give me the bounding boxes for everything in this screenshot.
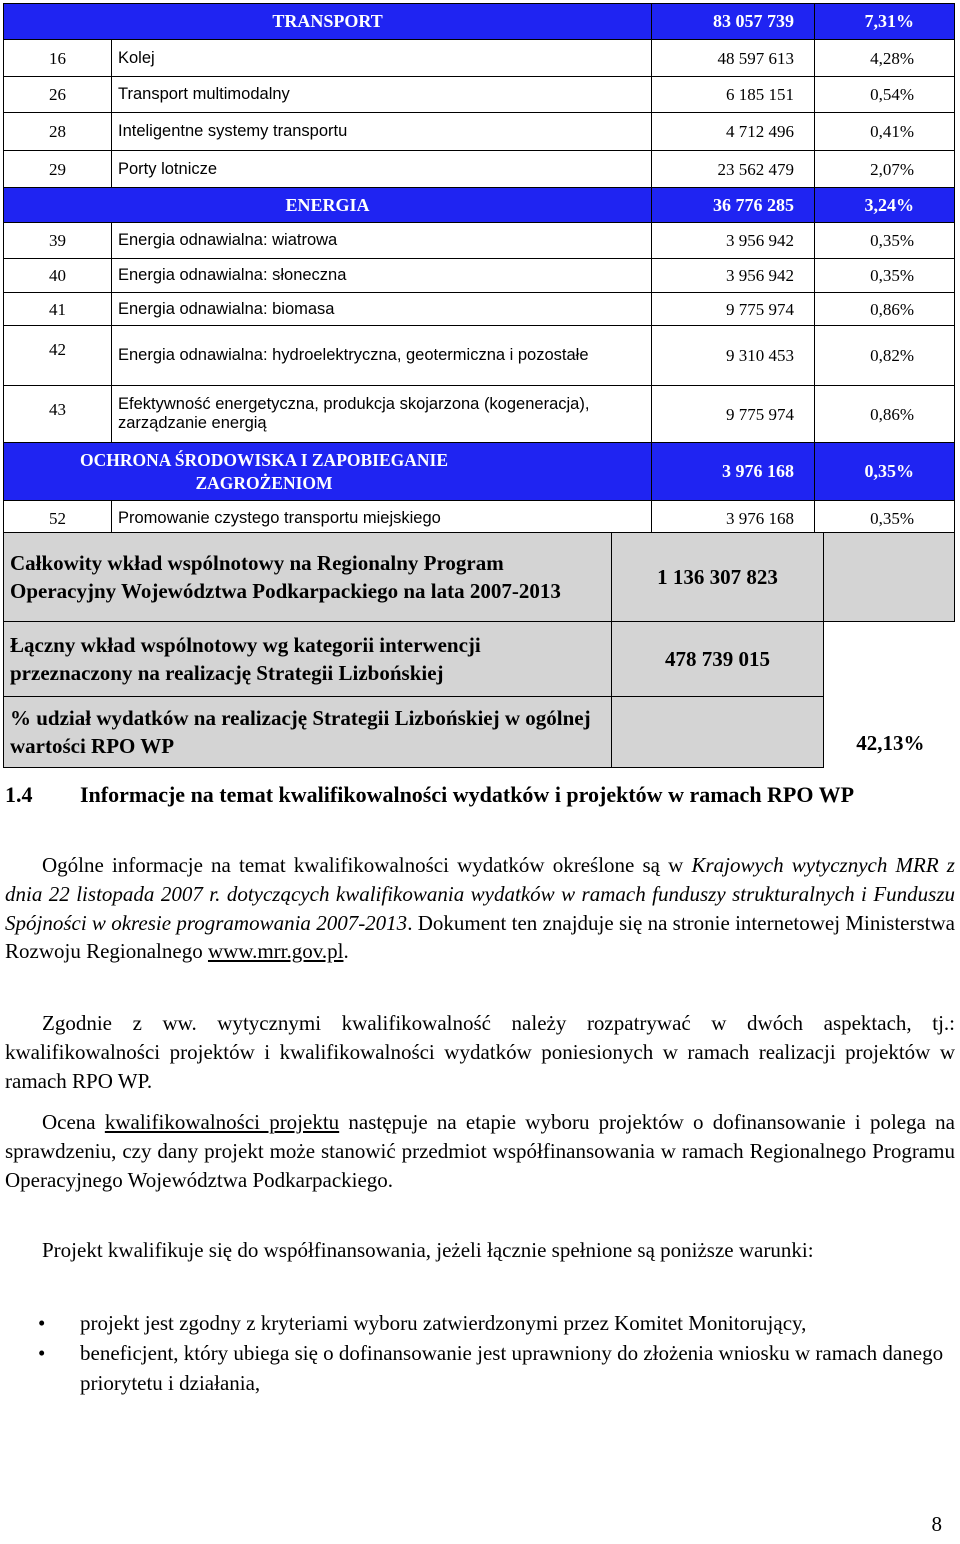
summary-table bbox=[3, 532, 955, 768]
row-code: 28 bbox=[4, 113, 112, 151]
row-name: Porty lotnicze bbox=[112, 151, 652, 188]
energia-pct: 3,24% bbox=[815, 188, 955, 223]
row-amount: 4 712 496 bbox=[652, 113, 815, 151]
table-row bbox=[4, 223, 955, 259]
row-amount: 23 562 479 bbox=[652, 151, 815, 188]
table-row bbox=[4, 77, 955, 113]
table-row bbox=[4, 501, 955, 536]
lisbon-label: Łączny wkład wspólnotowy wg kategorii interwencji przeznaczony na realizację Strategii Lizbońskiej bbox=[4, 622, 612, 697]
table-row bbox=[4, 113, 955, 151]
row-amount: 48 597 613 bbox=[652, 40, 815, 77]
row-amount: 3 956 942 bbox=[652, 259, 815, 293]
row-pct: 0,35% bbox=[815, 501, 955, 536]
row-code: 41 bbox=[4, 293, 112, 326]
table-row bbox=[4, 259, 955, 293]
row-code: 26 bbox=[4, 77, 112, 113]
ochrona-header-row bbox=[4, 443, 955, 501]
intervention-categories-table bbox=[3, 3, 955, 536]
summary-row-share bbox=[4, 697, 955, 768]
p3-text-2: następuje na etapie wyboru projektów o dofinansowanie i polega na sprawdzeniu, czy dany projekt może stanowić przedmiot współfinansowania w ramach Regionalnego Programu Operacyjnego Województwa Podkarpackiego. bbox=[5, 1110, 955, 1192]
transport-header-row bbox=[4, 4, 955, 40]
empty-cell bbox=[612, 697, 824, 768]
empty-cell bbox=[824, 533, 955, 622]
row-amount: 9 775 974 bbox=[652, 293, 815, 326]
row-name: Transport multimodalny bbox=[112, 77, 652, 113]
row-pct: 0,41% bbox=[815, 113, 955, 151]
p3-underlined: kwalifikowalności projektu bbox=[104, 1110, 340, 1134]
table-row bbox=[4, 293, 955, 326]
paragraph-general-info bbox=[5, 851, 955, 966]
p1-text-2: . Dokument ten znajduje się na stronie internetowej Ministerstwa Rozwoju Regionalnego bbox=[5, 910, 955, 964]
row-pct: 0,86% bbox=[815, 293, 955, 326]
row-pct: 0,82% bbox=[815, 326, 955, 386]
section-title: Informacje na temat kwalifikowalności wydatków i projektów w ramach RPO WP bbox=[80, 782, 855, 807]
summary-row-total bbox=[4, 533, 955, 622]
row-code: 43 bbox=[4, 386, 112, 443]
row-pct: 2,07% bbox=[815, 151, 955, 188]
row-amount: 3 956 942 bbox=[652, 223, 815, 259]
row-amount: 6 185 151 bbox=[652, 77, 815, 113]
row-code: 52 bbox=[4, 501, 112, 536]
p1-text: Ogólne informacje na temat kwalifikowalności wydatków określone są w bbox=[42, 853, 692, 877]
table-row bbox=[4, 151, 955, 188]
paragraph-aspects bbox=[5, 1009, 955, 1095]
p3-text: Ocena bbox=[42, 1110, 105, 1134]
section-heading bbox=[5, 780, 955, 809]
row-code: 40 bbox=[4, 259, 112, 293]
list-item-text: projekt jest zgodny z kryteriami wyboru zatwierdzonymi przez Komitet Monitorujący, bbox=[80, 1311, 807, 1335]
transport-amount: 83 057 739 bbox=[652, 4, 815, 40]
transport-title: TRANSPORT bbox=[4, 4, 652, 40]
table-row bbox=[4, 40, 955, 77]
share-label: % udział wydatków na realizację Strategii Lizbońskiej w ogólnej wartości RPO WP bbox=[4, 697, 612, 768]
paragraph-project-eligibility bbox=[5, 1108, 955, 1194]
row-pct: 0,54% bbox=[815, 77, 955, 113]
total-label: Całkowity wkład wspólnotowy na Regionalny Program Operacyjny Województwa Podkarpackiego na lata 2007-2013 bbox=[4, 533, 612, 622]
ochrona-title: OCHRONA ŚRODOWISKA I ZAPOBIEGANIE ZAGROŻENIOM bbox=[79, 449, 449, 493]
row-code: 16 bbox=[4, 40, 112, 77]
row-code: 29 bbox=[4, 151, 112, 188]
row-name: Energia odnawialna: wiatrowa bbox=[112, 223, 652, 259]
guidelines-title: Krajowych wytycznych MRR z dnia 22 listopada 2007 r. dotyczących kwalifikowania wydatków w ramach funduszy strukturalnych i Funduszu Spójności w okresie programowania 2007-2013 bbox=[5, 853, 955, 935]
row-name: Energia odnawialna: hydroelektryczna, geotermiczna i pozostałe bbox=[112, 326, 652, 386]
table-row bbox=[4, 386, 955, 443]
row-name: Efektywność energetyczna, produkcja skojarzona (kogeneracja), zarządzanie energią bbox=[112, 386, 652, 443]
paragraph-conditions bbox=[5, 1236, 955, 1265]
page-number: 8 bbox=[931, 1512, 942, 1536]
section-number: 1.4 bbox=[5, 782, 33, 807]
row-code: 39 bbox=[4, 223, 112, 259]
p4-text: Projekt kwalifikuje się do współfinansowania, jeżeli łącznie spełnione są poniższe warunki: bbox=[42, 1238, 814, 1262]
energia-title: ENERGIA bbox=[4, 188, 652, 223]
list-item bbox=[5, 1338, 955, 1398]
energia-header-row bbox=[4, 188, 955, 223]
p1-text-end: . bbox=[343, 939, 349, 964]
share-value: 42,13% bbox=[824, 697, 955, 768]
row-name: Inteligentne systemy transportu bbox=[112, 113, 652, 151]
empty-cell bbox=[824, 622, 955, 697]
row-pct: 0,86% bbox=[815, 386, 955, 443]
lisbon-value: 478 739 015 bbox=[612, 622, 824, 697]
transport-pct: 7,31% bbox=[815, 4, 955, 40]
ochrona-title-cell bbox=[4, 443, 652, 501]
row-amount: 3 976 168 bbox=[652, 501, 815, 536]
table-row bbox=[4, 326, 955, 386]
list-item-text: beneficjent, który ubiega się o dofinansowanie jest uprawniony do złożenia wniosku w ramach danego priorytetu i działania, bbox=[80, 1341, 944, 1395]
row-pct: 4,28% bbox=[815, 40, 955, 77]
list-item bbox=[5, 1308, 955, 1338]
p2-text: Zgodnie z ww. wytycznymi kwalifikowalność należy rozpatrywać w dwóch aspektach, tj.: kwalifikowalności projektów i kwalifikowalności wydatków poniesionych w ramach realizacji projektów w ramach RPO WP. bbox=[5, 1011, 955, 1093]
row-name: Kolej bbox=[112, 40, 652, 77]
summary-row-lisbon bbox=[4, 622, 955, 697]
energia-amount: 36 776 285 bbox=[652, 188, 815, 223]
ochrona-pct: 0,35% bbox=[815, 443, 955, 501]
row-name: Promowanie czystego transportu miejskiego bbox=[112, 501, 652, 536]
conditions-list bbox=[5, 1308, 955, 1398]
row-name: Energia odnawialna: słoneczna bbox=[112, 259, 652, 293]
bullet-icon: • bbox=[38, 1341, 46, 1365]
bullet-icon: • bbox=[38, 1311, 46, 1335]
row-code: 42 bbox=[4, 326, 112, 386]
row-amount: 9 310 453 bbox=[652, 326, 815, 386]
mrr-link[interactable]: www.mrr.gov.pl bbox=[207, 939, 344, 964]
total-value: 1 136 307 823 bbox=[612, 533, 824, 622]
row-name: Energia odnawialna: biomasa bbox=[112, 293, 652, 326]
ochrona-amount: 3 976 168 bbox=[652, 443, 815, 501]
row-pct: 0,35% bbox=[815, 223, 955, 259]
row-amount: 9 775 974 bbox=[652, 386, 815, 443]
row-pct: 0,35% bbox=[815, 259, 955, 293]
